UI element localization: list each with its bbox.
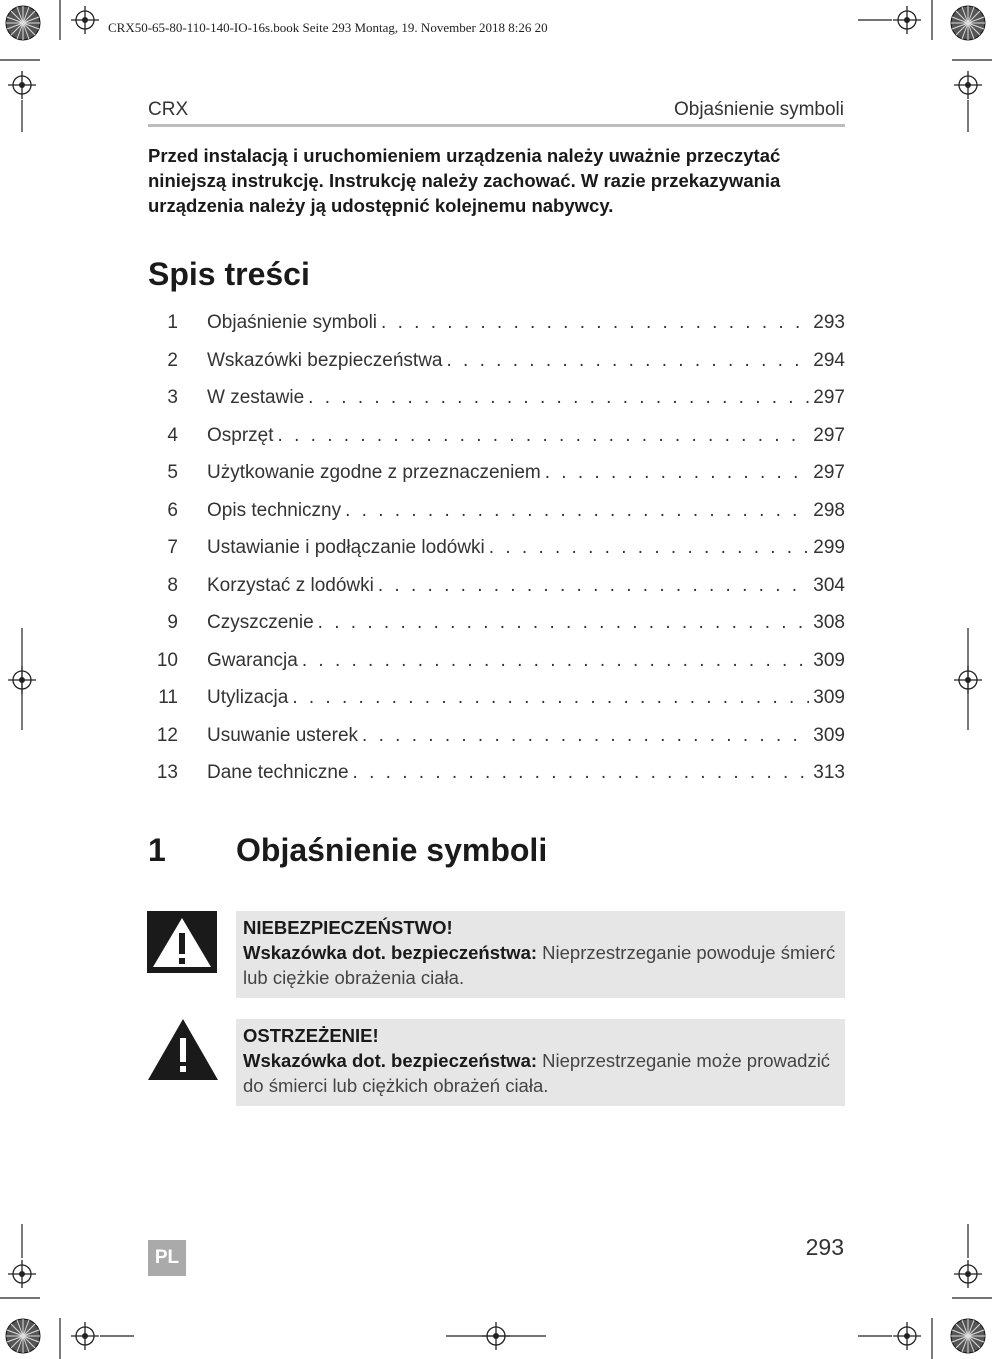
toc-entry-line xyxy=(207,650,845,672)
toc-entry-line xyxy=(207,612,845,634)
toc-entry-page: 313 xyxy=(813,762,845,783)
toc-entry-label: Dane techniczne xyxy=(207,762,349,783)
toc-leader-dots xyxy=(278,425,810,447)
toc-entry-label: Osprzęt xyxy=(207,424,274,446)
toc-entry-line xyxy=(207,537,845,559)
danger-note-lead: Wskazówka dot. bezpieczeństwa: xyxy=(243,942,538,963)
toc-entry-number: 11 xyxy=(158,687,178,708)
table-of-contents xyxy=(148,304,845,792)
toc-entry-label: Użytkowanie zgodne z przeznaczeniem xyxy=(207,462,541,483)
toc-entry-page: 293 xyxy=(813,312,845,333)
toc-entry xyxy=(148,304,845,342)
toc-leader-dots xyxy=(378,575,809,597)
toc-entry-label: Objaśnienie symboli xyxy=(207,312,378,333)
toc-entry-page: 297 xyxy=(813,462,845,483)
danger-note-text xyxy=(243,940,838,990)
header-rule xyxy=(148,124,845,127)
toc-entry-label: Ustawianie i podłączanie lodówki xyxy=(207,537,485,558)
running-header-left: CRX xyxy=(148,99,189,120)
toc-entry-page: 299 xyxy=(813,537,845,558)
warning-note-lead: Wskazówka dot. bezpieczeństwa: xyxy=(243,1050,538,1071)
toc-entry-line xyxy=(207,500,845,522)
page-number: 293 xyxy=(805,1234,844,1260)
running-header-right: Objaśnienie symboli xyxy=(673,99,844,120)
toc-entry xyxy=(148,529,845,567)
danger-note-body: Nieprzestrzeganie powoduje śmierć lub ciężkie obrażenia ciała. xyxy=(243,942,836,988)
toc-entry-label: Gwarancja xyxy=(207,649,298,671)
section-number: 1 xyxy=(148,832,166,868)
toc-entry-label: Opis techniczny xyxy=(207,499,342,521)
toc-entry xyxy=(148,417,845,455)
toc-entry-number: 12 xyxy=(156,724,178,746)
toc-entry-label: Wskazówki bezpieczeństwa xyxy=(207,349,443,371)
toc-entry-page: 298 xyxy=(813,499,845,521)
toc-entry xyxy=(148,642,845,680)
toc-entry xyxy=(148,604,845,642)
toc-entry-line xyxy=(207,425,845,447)
toc-leader-dots xyxy=(353,762,810,784)
toc-leader-dots xyxy=(345,500,809,522)
toc-entry-line xyxy=(207,575,845,597)
toc-entry-line xyxy=(207,312,845,334)
toc-entry-number: 5 xyxy=(167,462,178,483)
toc-entry-line xyxy=(207,387,845,409)
toc-leader-dots xyxy=(302,650,809,672)
toc-entry-page: 297 xyxy=(813,424,845,446)
warning-note xyxy=(236,1019,845,1106)
toc-entry xyxy=(148,754,845,792)
toc-entry-label: Korzystać z lodówki xyxy=(207,574,374,596)
intro-paragraph: Przed instalacją i uruchomieniem urządzenia należy uważnie przeczytać niniejszą instrukcję. Instrukcję należy zachować. W razie przekazywania urządzenia należy ją udostępnić kolejnemu nabywcy. xyxy=(148,145,781,216)
warning-note-body: Nieprzestrzeganie może prowadzić do śmierci lub ciężkich obrażeń ciała. xyxy=(243,1050,831,1096)
toc-leader-dots xyxy=(381,312,809,334)
toc-entry-label: Usuwanie usterek xyxy=(207,724,359,746)
danger-signal-word: NIEBEZPIECZEŃSTWO! xyxy=(243,917,453,938)
warning-triangle-icon xyxy=(147,1018,219,1081)
toc-entry xyxy=(148,717,845,755)
toc-entry-number: 7 xyxy=(167,537,178,558)
toc-entry-number: 4 xyxy=(167,424,178,446)
section-title: Objaśnienie symboli xyxy=(236,832,548,868)
toc-title: Spis treści xyxy=(148,256,310,292)
toc-entry xyxy=(148,342,845,380)
toc-entry-line xyxy=(207,725,845,747)
toc-leader-dots xyxy=(362,725,809,747)
toc-entry-number: 8 xyxy=(167,574,178,596)
toc-entry-number: 1 xyxy=(167,312,178,333)
toc-entry-page: 308 xyxy=(813,612,845,633)
toc-entry xyxy=(148,567,845,605)
toc-entry-page: 309 xyxy=(813,649,845,671)
toc-leader-dots xyxy=(292,687,809,709)
toc-entry-page: 309 xyxy=(813,687,845,708)
toc-entry-number: 9 xyxy=(167,612,178,633)
toc-entry-page: 294 xyxy=(813,349,845,371)
toc-leader-dots xyxy=(545,462,810,484)
toc-entry-line xyxy=(207,687,845,709)
toc-entry xyxy=(148,454,845,492)
toc-entry-line xyxy=(207,462,845,484)
toc-entry-page: 304 xyxy=(813,574,845,596)
toc-leader-dots xyxy=(489,537,810,559)
toc-entry-number: 2 xyxy=(167,349,178,371)
toc-entry xyxy=(148,492,845,530)
toc-entry-line xyxy=(207,350,845,372)
danger-note xyxy=(236,911,845,998)
toc-leader-dots xyxy=(318,612,810,634)
toc-entry xyxy=(148,379,845,417)
warning-note-text xyxy=(243,1048,838,1098)
toc-entry-number: 10 xyxy=(156,649,178,671)
warning-signal-word: OSTRZEŻENIE! xyxy=(243,1025,379,1046)
print-info-line: CRX50-65-80-110-140-IO-16s.book Seite 293 Montag, 19. November 2018 8:26 20 xyxy=(108,20,548,35)
toc-entry-page: 309 xyxy=(813,724,845,746)
toc-entry-number: 3 xyxy=(167,387,178,408)
toc-entry-number: 13 xyxy=(156,762,178,783)
toc-entry-line xyxy=(207,762,845,784)
toc-entry-label: Utylizacja xyxy=(207,687,289,708)
toc-entry-number: 6 xyxy=(167,499,178,521)
toc-leader-dots xyxy=(308,387,809,409)
toc-entry xyxy=(148,679,845,717)
toc-entry-label: W zestawie xyxy=(207,387,305,408)
toc-entry-page: 297 xyxy=(813,387,845,408)
danger-warning-icon xyxy=(147,911,217,973)
toc-entry-label: Czyszczenie xyxy=(207,612,314,633)
toc-leader-dots xyxy=(446,350,809,372)
language-tab: PL xyxy=(148,1240,186,1276)
